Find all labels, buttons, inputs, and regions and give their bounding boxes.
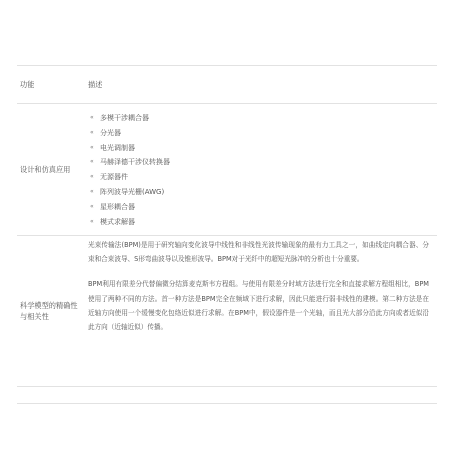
list-item xyxy=(88,155,429,170)
list-item-text: 多模干涉耦合器 xyxy=(100,114,149,122)
design-feature-list xyxy=(88,111,429,229)
list-item xyxy=(88,215,429,230)
table-header-row xyxy=(17,65,437,104)
header-description: 描述 xyxy=(88,79,103,89)
description-paragraph: BPM利用有限差分代替偏微分结算麦克斯韦方程组。与使用有限差分时域方法进行完全和直接求解方程组相比，BPM使用了两种不同的方法。首一种方法是BPM完全在频域下进行求解，因此只能进行弱非线性的建模。第二种方法是在近轴方向使用一个缓慢变化包络近似进行求解。在BPM中，假设器件是一个光轴，而且光大部分沿此方向或者近似沿此方向（近轴近似）传播。 xyxy=(88,280,429,332)
science-description-cell xyxy=(83,236,437,386)
list-item-text: 马赫泽德干涉仪转换器 xyxy=(100,158,170,167)
table-row-science xyxy=(17,236,437,387)
list-item-text: 星形耦合器 xyxy=(100,202,135,211)
bullet-icon: « xyxy=(90,217,94,225)
bullet-icon: « xyxy=(90,143,94,151)
list-item-text: 无源器件 xyxy=(100,173,128,182)
list-item xyxy=(88,141,429,156)
bullet-icon: « xyxy=(90,202,94,210)
description-paragraph: 光束传输法(BPM)是用于研究轴向变化波导中线性和非线性光波传输现象的最有力工具之一，如曲线定向耦合器、分束和合束波导、S形弯曲波导以及锥形波导。BPM对于光纤中的超短光脉冲的分析也十分重要。 xyxy=(88,241,429,264)
row-label-design: 设计和仿真应用 xyxy=(20,165,71,174)
design-description-cell xyxy=(83,104,437,235)
row-label-science: 科学模型的精确性与相关性 xyxy=(20,301,78,321)
list-item-text: 阵列波导光栅(AWG) xyxy=(100,187,165,196)
list-item xyxy=(88,185,429,200)
list-item-text: 分光器 xyxy=(100,128,121,137)
list-item xyxy=(88,111,429,126)
list-item xyxy=(88,126,429,141)
feature-table xyxy=(17,65,437,404)
bullet-icon: « xyxy=(90,114,94,121)
list-item xyxy=(88,170,429,185)
list-item xyxy=(88,200,429,215)
list-item-text: 模式求解器 xyxy=(100,217,135,226)
bullet-icon: « xyxy=(90,128,94,136)
bullet-icon: « xyxy=(90,187,94,195)
table-row-empty xyxy=(17,387,437,404)
table-row-design xyxy=(17,104,437,236)
list-item-text: 电光调制器 xyxy=(100,143,135,152)
bullet-icon: « xyxy=(90,173,94,181)
header-function: 功能 xyxy=(20,80,35,89)
bullet-icon: « xyxy=(90,158,94,166)
